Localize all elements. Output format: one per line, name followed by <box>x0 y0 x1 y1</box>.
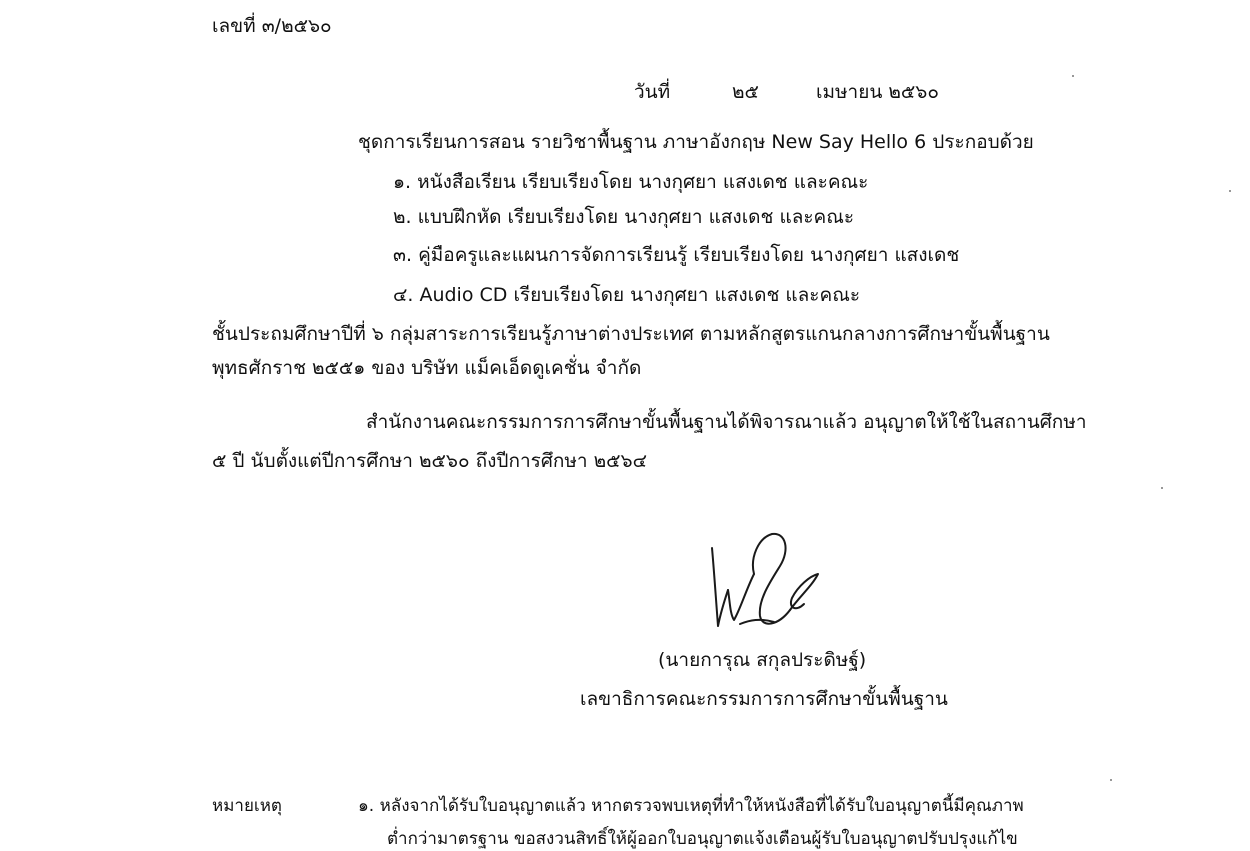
list-item: ๓. คู่มือครูและแผนการจัดการเรียนรู้ เรียบเรียงโดย นางกุศยา แสงเดช <box>393 244 960 266</box>
note-label: หมายเหตุ <box>212 796 282 816</box>
body-line: ๕ ปี นับตั้งแต่ปีการศึกษา ๒๕๖๐ ถึงปีการศึกษา ๒๕๖๔ <box>212 450 647 472</box>
note-line: ต่ำกว่ามาตรฐาน ขอสงวนสิทธิ์ให้ผู้ออกใบอนุญาตแจ้งเตือนผู้รับใบอนุญาตปรับปรุงแก้ไข <box>387 829 1018 849</box>
handwritten-signature <box>700 530 830 640</box>
intro-paragraph: ชุดการเรียนการสอน รายวิชาพื้นฐาน ภาษาอังกฤษ New Say Hello 6 ประกอบด้วย <box>358 131 1034 153</box>
document-number: เลขที่ ๓/๒๕๖๐ <box>212 15 332 37</box>
signer-name: (นายการุณ สกุลประดิษฐ์) <box>658 649 867 671</box>
scan-speck <box>1229 190 1231 192</box>
body-line: พุทธศักราช ๒๕๕๑ ของ บริษัท แม็คเอ็ดดูเคชั่น จำกัด <box>212 357 642 379</box>
date-label: วันที่ <box>634 81 671 103</box>
list-item: ๑. หนังสือเรียน เรียบเรียงโดย นางกุศยา แสงเดช และคณะ <box>393 171 869 193</box>
scan-speck <box>1110 779 1112 781</box>
list-item: ๒. แบบฝึกหัด เรียบเรียงโดย นางกุศยา แสงเดช และคณะ <box>393 206 855 228</box>
scan-speck <box>1072 75 1074 77</box>
date-day: ๒๕ <box>732 81 759 103</box>
list-item: ๔. Audio CD เรียบเรียงโดย นางกุศยา แสงเดช และคณะ <box>393 284 861 306</box>
signer-title: เลขาธิการคณะกรรมการการศึกษาขั้นพื้นฐาน <box>580 688 948 710</box>
approval-paragraph: สำนักงานคณะกรรมการการศึกษาขั้นพื้นฐานได้พิจารณาแล้ว อนุญาตให้ใช้ในสถานศึกษา <box>366 411 1087 433</box>
scan-speck <box>1161 487 1163 489</box>
date-month-year: เมษายน ๒๕๖๐ <box>816 81 939 103</box>
body-line: ชั้นประถมศึกษาปีที่ ๖ กลุ่มสาระการเรียนรู้ภาษาต่างประเทศ ตามหลักสูตรแกนกลางการศึกษาขั้นพื้นฐาน <box>212 323 1050 345</box>
note-line: ๑. หลังจากได้รับใบอนุญาตแล้ว หากตรวจพบเหตุที่ทำให้หนังสือที่ได้รับใบอนุญาตนี้มีคุณภาพ <box>358 796 1024 816</box>
